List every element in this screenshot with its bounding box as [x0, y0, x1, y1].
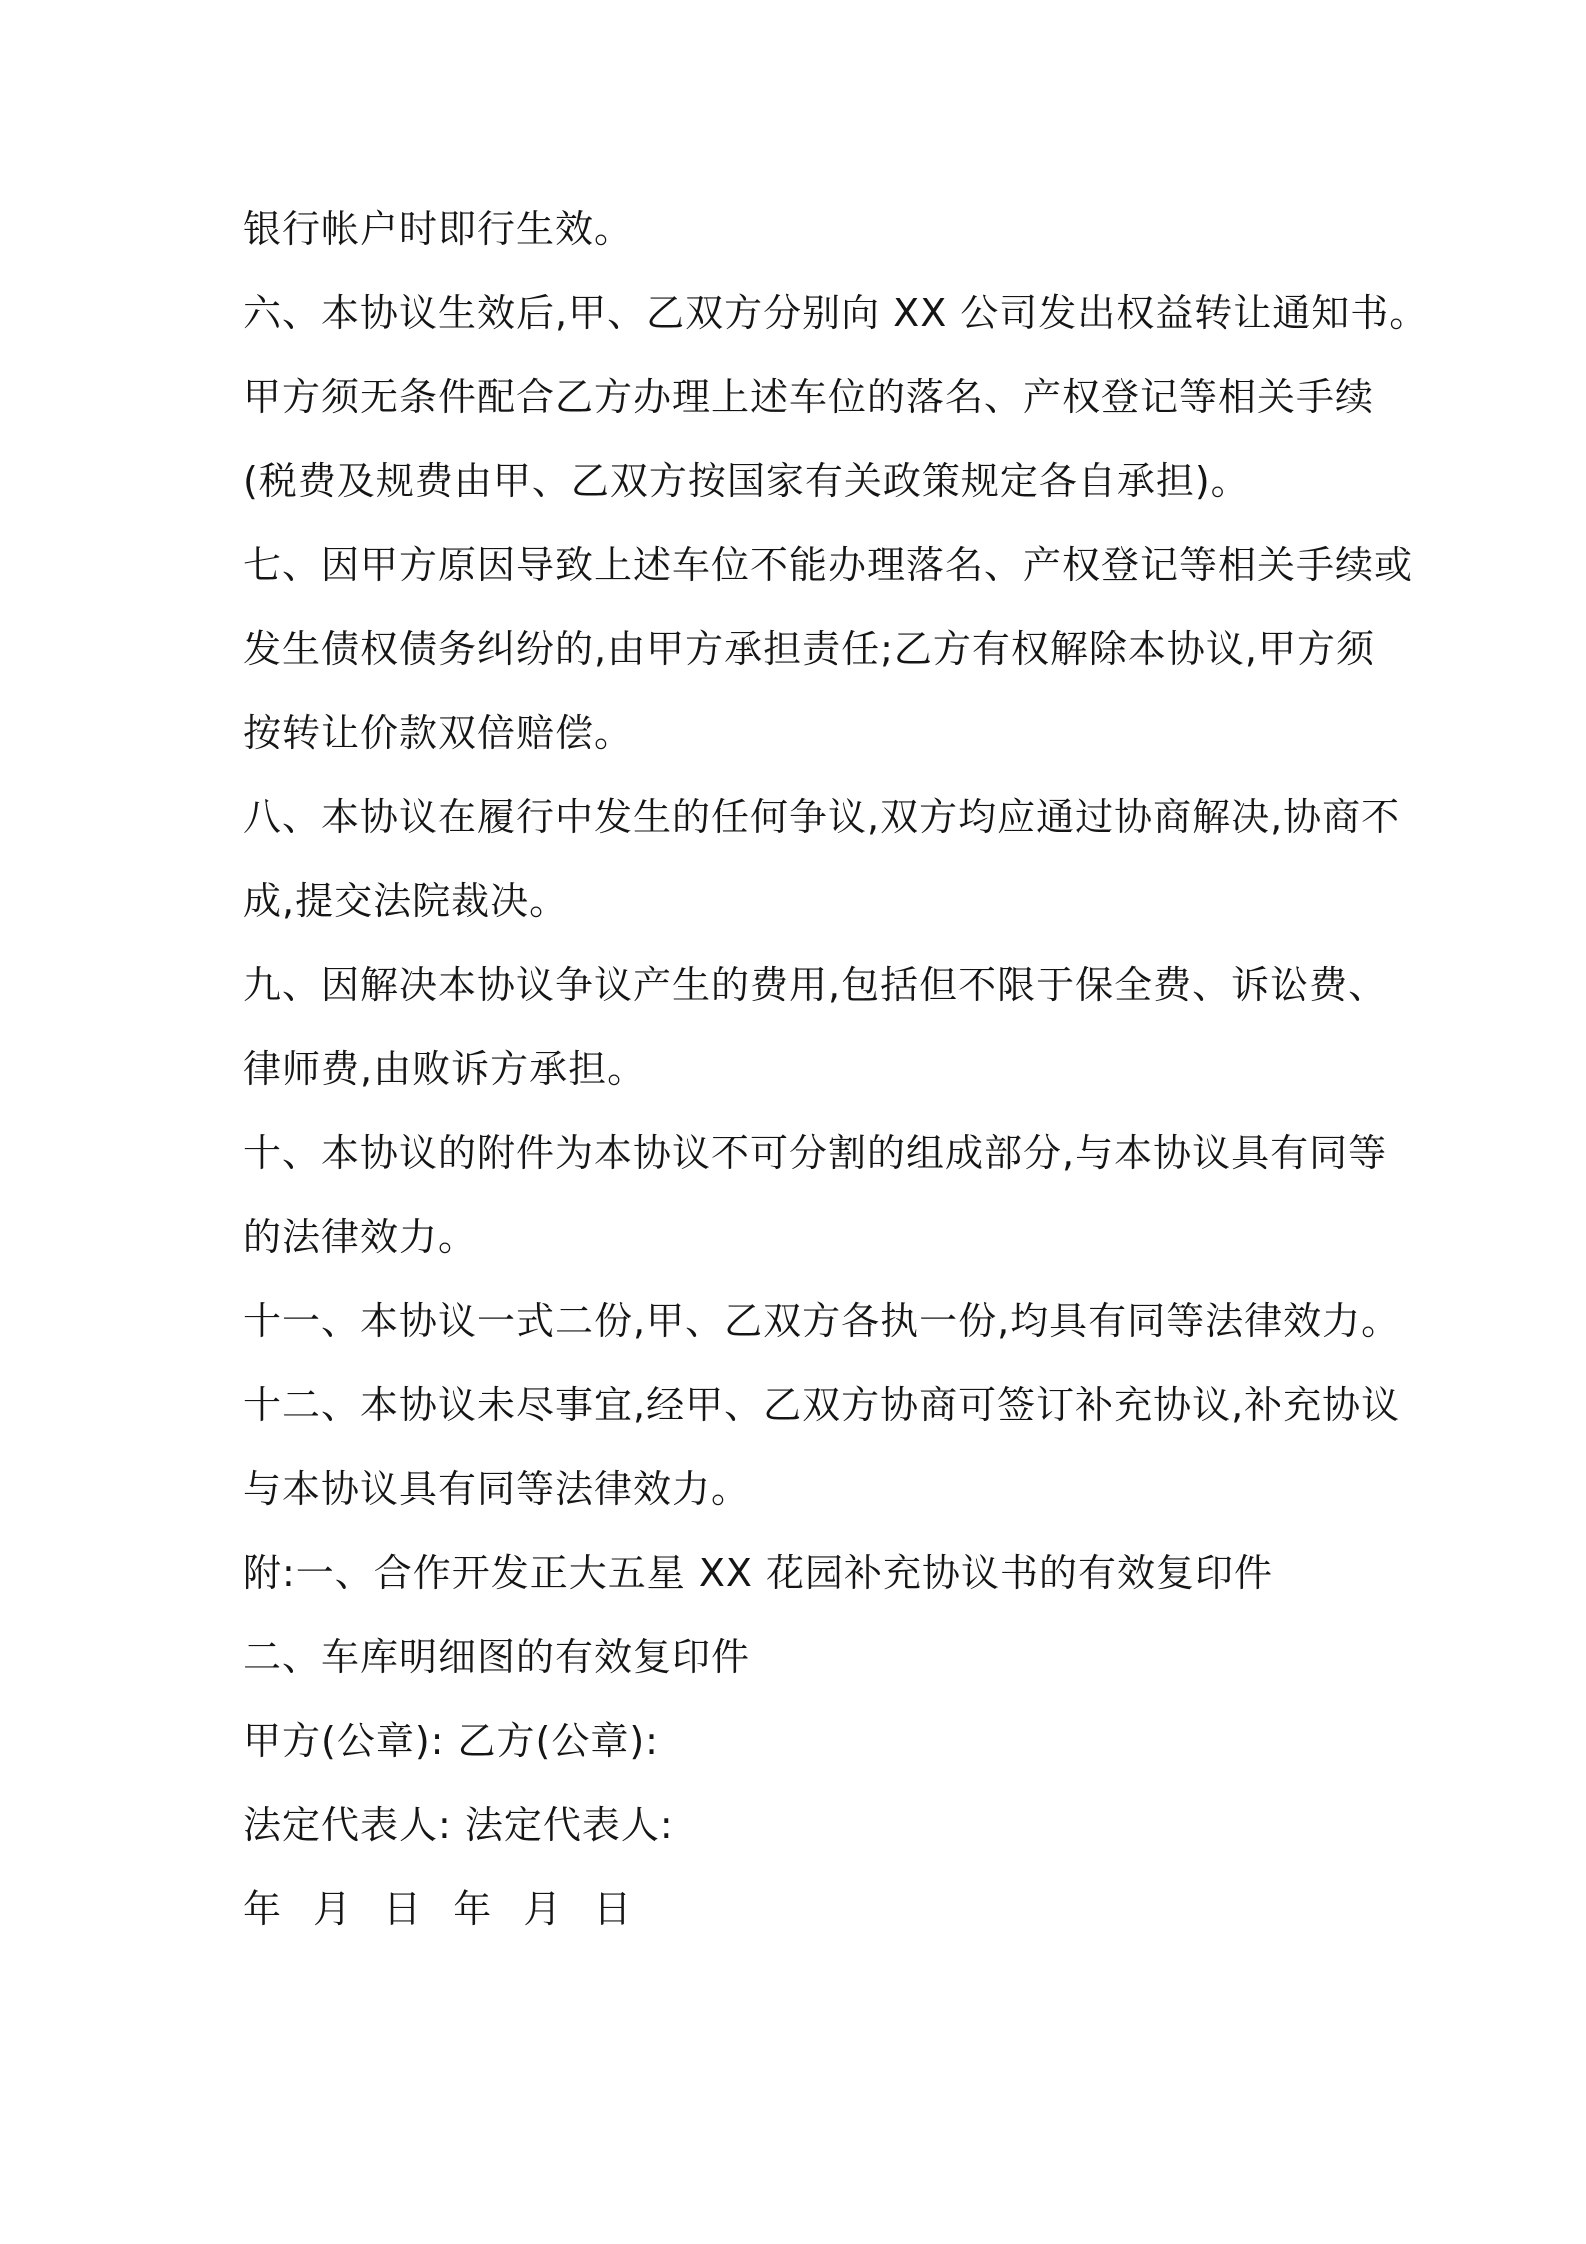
text-line-5: 七、因甲方原因导致上述车位不能办理落名、产权登记等相关手续或	[243, 543, 1414, 587]
date-line: 年 月 日 年 月 日	[243, 1887, 642, 1931]
text-line-8: 八、本协议在履行中发生的任何争议,双方均应通过协商解决,协商不	[243, 795, 1401, 839]
attachment-line-1: 附:一、合作开发正大五星 XX 花园补充协议书的有效复印件	[243, 1551, 1274, 1595]
text-line-2: 六、本协议生效后,甲、乙双方分别向 XX 公司发出权益转让通知书。	[243, 291, 1429, 335]
text-line-16: 与本协议具有同等法律效力。	[243, 1467, 751, 1511]
text-line-12: 十、本协议的附件为本协议不可分割的组成部分,与本协议具有同等	[243, 1131, 1388, 1175]
text-line-9: 成,提交法院裁决。	[243, 879, 569, 923]
text-line-13: 的法律效力。	[243, 1215, 478, 1259]
seal-line: 甲方(公章): 乙方(公章):	[243, 1719, 659, 1763]
text-line-7: 按转让价款双倍赔偿。	[243, 711, 634, 755]
text-line-1: 银行帐户时即行生效。	[243, 207, 634, 251]
text-line-6: 发生债权债务纠纷的,由甲方承担责任;乙方有权解除本协议,甲方须	[243, 627, 1375, 671]
text-line-4: (税费及规费由甲、乙双方按国家有关政策规定各自承担)。	[243, 459, 1250, 503]
legal-representative-line: 法定代表人: 法定代表人:	[243, 1803, 674, 1847]
text-line-3: 甲方须无条件配合乙方办理上述车位的落名、产权登记等相关手续	[243, 375, 1375, 419]
text-line-10: 九、因解决本协议争议产生的费用,包括但不限于保全费、诉讼费、	[243, 963, 1388, 1007]
text-line-11: 律师费,由败诉方承担。	[243, 1047, 647, 1091]
text-line-15: 十二、本协议未尽事宜,经甲、乙双方协商可签订补充协议,补充协议	[243, 1383, 1401, 1427]
text-line-14: 十一、本协议一式二份,甲、乙双方各执一份,均具有同等法律效力。	[243, 1299, 1401, 1343]
attachment-line-2: 二、车库明细图的有效复印件	[243, 1635, 751, 1679]
